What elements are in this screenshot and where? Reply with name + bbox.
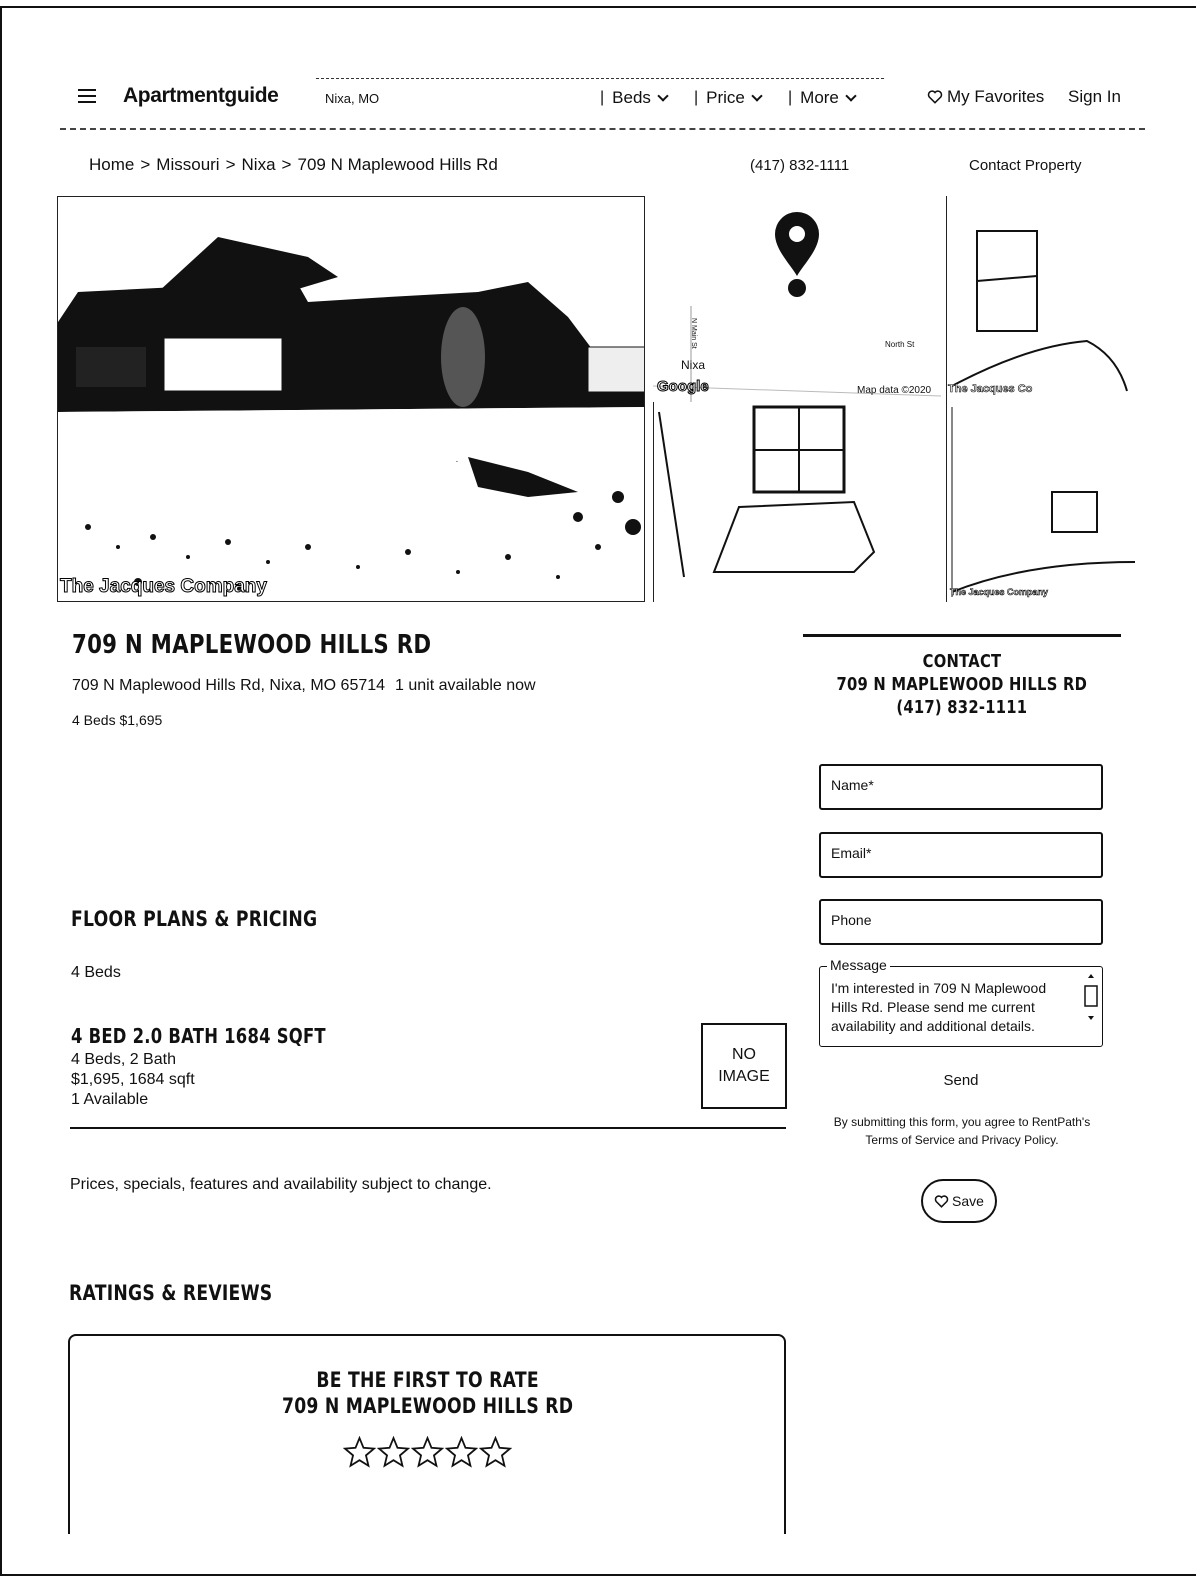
star-rating-input[interactable] [343,1436,512,1469]
reviews-heading: RATINGS & REVIEWS [69,1281,273,1305]
thumb-photo [947,402,1138,602]
floorplan-image-placeholder [701,1023,787,1109]
menu-icon[interactable] [78,89,96,103]
terms-notice [803,1113,1121,1149]
contact-heading [803,651,1121,672]
price-filter-label: Price [706,88,745,107]
email-field[interactable]: Email* [819,832,1103,878]
beds-filter-label: Beds [612,88,651,107]
floorplan-price-size: $1,695, 1684 sqft [71,1071,195,1088]
gallery-thumbnail[interactable] [653,402,941,602]
floorplan-details [71,1050,195,1110]
contact-heading-text: CONTACT [922,651,1002,672]
heart-icon [934,1195,949,1208]
save-label: Save [952,1193,984,1209]
contact-top-rule [803,634,1121,637]
rating-prompt [0,1368,856,1392]
filter-divider: | [694,89,699,106]
my-favorites-label: My Favorites [947,87,1045,106]
thumbnail-caption: The Jacques Company [950,587,1049,597]
gallery-thumbnail[interactable] [946,402,1138,602]
main-property-photo[interactable] [57,196,645,602]
terms-line: By submitting this form, you agree to RentPath's [833,1115,1091,1129]
house-photo [58,197,645,602]
header-divider [60,128,1145,130]
gallery-thumbnail[interactable] [946,196,1138,402]
star-icon[interactable] [479,1436,512,1469]
pricing-disclaimer: Prices, specials, features and availability subject to change. [70,1176,492,1193]
google-logo: Google [657,378,709,395]
message-text[interactable]: I'm interested in 709 N Maplewood Hills Rd. Please send me current availability and additional details. [831,980,1047,1034]
map-pin-icon [773,210,821,298]
no-image-text: NO [732,1046,756,1063]
beds-price-summary [72,712,162,728]
name-field[interactable]: Name* [819,764,1103,810]
contact-property-link[interactable]: Contact Property [969,157,1082,174]
more-filter-label: More [800,88,839,107]
section-divider [70,1127,786,1129]
sign-in-link[interactable]: Sign In [1068,87,1121,106]
map-credit: Map data ©2020 [857,385,932,396]
search-input[interactable]: Nixa, MO [325,91,380,106]
breadcrumb-separator: > [281,155,292,174]
breadcrumb-nixa[interactable]: Nixa [241,155,276,174]
price-filter[interactable] [694,88,761,108]
chevron-down-icon [751,90,762,101]
my-favorites-link[interactable] [927,87,1044,107]
breadcrumb-separator: > [225,155,236,174]
floorplan-title: 4 BED 2.0 BATH 1684 SQFT [71,1024,326,1048]
filter-divider: | [600,89,605,106]
contact-phone[interactable] [803,697,1121,718]
star-icon[interactable] [445,1436,478,1469]
floorplan-beds-baths: 4 Beds, 2 Bath [71,1051,176,1068]
photo-caption: The Jacques Company [60,576,267,597]
thumbnail-caption: The Jacques Co [948,383,1033,395]
beds-filter[interactable] [600,88,667,108]
phone-field[interactable]: Phone [819,899,1103,945]
filter-divider: | [788,89,793,106]
star-icon[interactable] [343,1436,376,1469]
thumb-photo [947,196,1138,402]
breadcrumb [89,155,498,175]
thumb-photo [654,402,941,602]
star-icon[interactable] [377,1436,410,1469]
textarea-scrollbar[interactable] [1083,972,1099,1022]
breadcrumb-current: 709 N Maplewood Hills Rd [297,155,498,174]
rating-card [68,1334,786,1534]
floorplan-beds-tab[interactable]: 4 Beds [71,964,121,981]
map-street-label: N Main St [690,318,697,349]
no-image-text: IMAGE [718,1068,770,1085]
more-filter[interactable] [788,88,855,108]
map-city-label: Nixa [681,358,706,372]
star-icon[interactable] [411,1436,444,1469]
availability-text: 1 unit available now [395,677,536,694]
address-line [72,677,536,695]
rating-prompt [0,1394,856,1418]
beds-count: 4 Beds [72,712,116,728]
contact-property-name-text: 709 N MAPLEWOOD HILLS RD [836,674,1088,695]
heart-icon [927,90,943,104]
property-title: 709 N MAPLEWOOD HILLS RD [72,630,432,660]
breadcrumb-missouri[interactable]: Missouri [156,155,220,174]
rating-prompt-line: BE THE FIRST TO RATE [316,1368,540,1392]
contact-phone-text: (417) 832-1111 [896,697,1028,718]
save-button[interactable] [921,1179,997,1223]
map-street-label: North St [885,340,915,349]
message-label: Message [827,957,890,973]
send-button[interactable]: Send [943,1072,979,1089]
site-logo[interactable]: Apartmentguide [123,84,279,107]
floorplans-heading: FLOOR PLANS & PRICING [71,907,318,931]
price-value: $1,695 [119,712,163,728]
floorplan-availability: 1 Available [71,1091,149,1108]
chevron-down-icon [657,90,668,101]
terms-link[interactable]: Terms of Service and Privacy Policy. [865,1133,1059,1147]
rating-prompt-line: 709 N MAPLEWOOD HILLS RD [282,1394,574,1418]
breadcrumb-separator: > [140,155,151,174]
property-address: 709 N Maplewood Hills Rd, Nixa, MO 65714 [72,677,386,694]
header-phone-link[interactable]: (417) 832-1111 [750,157,850,174]
chevron-down-icon [845,90,856,101]
breadcrumb-home[interactable]: Home [89,155,135,174]
contact-property-name [803,674,1121,695]
